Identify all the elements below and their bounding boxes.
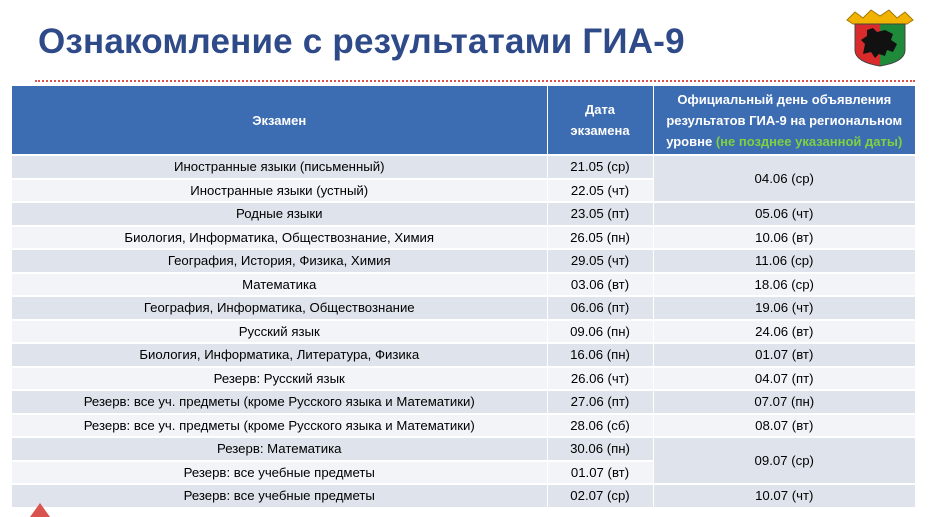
title-divider xyxy=(35,80,915,82)
exam-cell: Резерв: все учебные предметы xyxy=(12,484,547,507)
header-date-line1: Дата xyxy=(584,102,616,117)
result-cell: 07.07 (пн) xyxy=(653,390,915,414)
date-cell: 26.06 (чт) xyxy=(547,367,653,391)
header-result-note: (не позднее указанной даты) xyxy=(715,133,903,149)
table-row xyxy=(12,226,915,250)
date-cell: 21.05 (ср) xyxy=(547,155,653,179)
table-row xyxy=(12,296,915,320)
results-table-container xyxy=(12,86,915,507)
date-cell: 01.07 (вт) xyxy=(547,461,653,485)
result-cell: 10.06 (вт) xyxy=(653,226,915,250)
table-header-row xyxy=(12,86,915,155)
coat-of-arms-icon xyxy=(841,6,919,68)
page-title: Ознакомление с результатами ГИА-9 xyxy=(38,22,685,61)
result-cell: 10.07 (чт) xyxy=(653,484,915,507)
header-result-line1: Официальный день объявления xyxy=(677,91,892,107)
exam-cell: Резерв: Математика xyxy=(12,437,547,461)
date-cell: 27.06 (пт) xyxy=(547,390,653,414)
result-cell: 18.06 (ср) xyxy=(653,273,915,297)
header-date-line2: экзамена xyxy=(570,123,630,138)
header-result-day xyxy=(653,86,915,155)
date-cell: 29.05 (чт) xyxy=(547,249,653,273)
results-table xyxy=(12,86,915,507)
table-row xyxy=(12,484,915,507)
date-cell: 02.07 (ср) xyxy=(547,484,653,507)
table-row xyxy=(12,320,915,344)
result-cell: 19.06 (чт) xyxy=(653,296,915,320)
date-cell: 26.05 (пн) xyxy=(547,226,653,250)
date-cell: 16.06 (пн) xyxy=(547,343,653,367)
header-date xyxy=(547,86,653,155)
table-row xyxy=(12,437,915,461)
result-cell: 05.06 (чт) xyxy=(653,202,915,226)
table-row xyxy=(12,202,915,226)
result-cell: 24.06 (вт) xyxy=(653,320,915,344)
table-row xyxy=(12,414,915,438)
exam-cell: Резерв: Русский язык xyxy=(12,367,547,391)
result-cell: 01.07 (вт) xyxy=(653,343,915,367)
slide-corner-decoration xyxy=(30,503,50,517)
result-cell: 04.07 (пт) xyxy=(653,367,915,391)
date-cell: 22.05 (чт) xyxy=(547,179,653,203)
table-row xyxy=(12,155,915,179)
date-cell: 23.05 (пт) xyxy=(547,202,653,226)
exam-cell: География, Информатика, Обществознание xyxy=(12,296,547,320)
exam-cell: Резерв: все уч. предметы (кроме Русского языка и Математики) xyxy=(12,390,547,414)
exam-cell: Иностранные языки (письменный) xyxy=(12,155,547,179)
exam-cell: Иностранные языки (устный) xyxy=(12,179,547,203)
date-cell: 30.06 (пн) xyxy=(547,437,653,461)
date-cell: 28.06 (сб) xyxy=(547,414,653,438)
exam-cell: Резерв: все уч. предметы (кроме Русского языка и Математики) xyxy=(12,414,547,438)
header-result-line2: результатов ГИА-9 на региональном xyxy=(666,112,903,128)
exam-cell: Русский язык xyxy=(12,320,547,344)
table-row xyxy=(12,249,915,273)
exam-cell: Математика xyxy=(12,273,547,297)
date-cell: 06.06 (пт) xyxy=(547,296,653,320)
result-cell: 09.07 (ср) xyxy=(653,437,915,484)
header-exam: Экзамен xyxy=(12,86,547,155)
exam-cell: Резерв: все учебные предметы xyxy=(12,461,547,485)
result-cell: 11.06 (ср) xyxy=(653,249,915,273)
table-row xyxy=(12,343,915,367)
result-cell: 04.06 (ср) xyxy=(653,155,915,202)
table-row xyxy=(12,367,915,391)
exam-cell: Биология, Информатика, Литература, Физика xyxy=(12,343,547,367)
exam-cell: Родные языки xyxy=(12,202,547,226)
table-row xyxy=(12,390,915,414)
result-cell: 08.07 (вт) xyxy=(653,414,915,438)
exam-cell: Биология, Информатика, Обществознание, Химия xyxy=(12,226,547,250)
date-cell: 03.06 (вт) xyxy=(547,273,653,297)
table-row xyxy=(12,273,915,297)
date-cell: 09.06 (пн) xyxy=(547,320,653,344)
exam-cell: География, История, Физика, Химия xyxy=(12,249,547,273)
header-result-line3: уровне xyxy=(666,133,713,149)
